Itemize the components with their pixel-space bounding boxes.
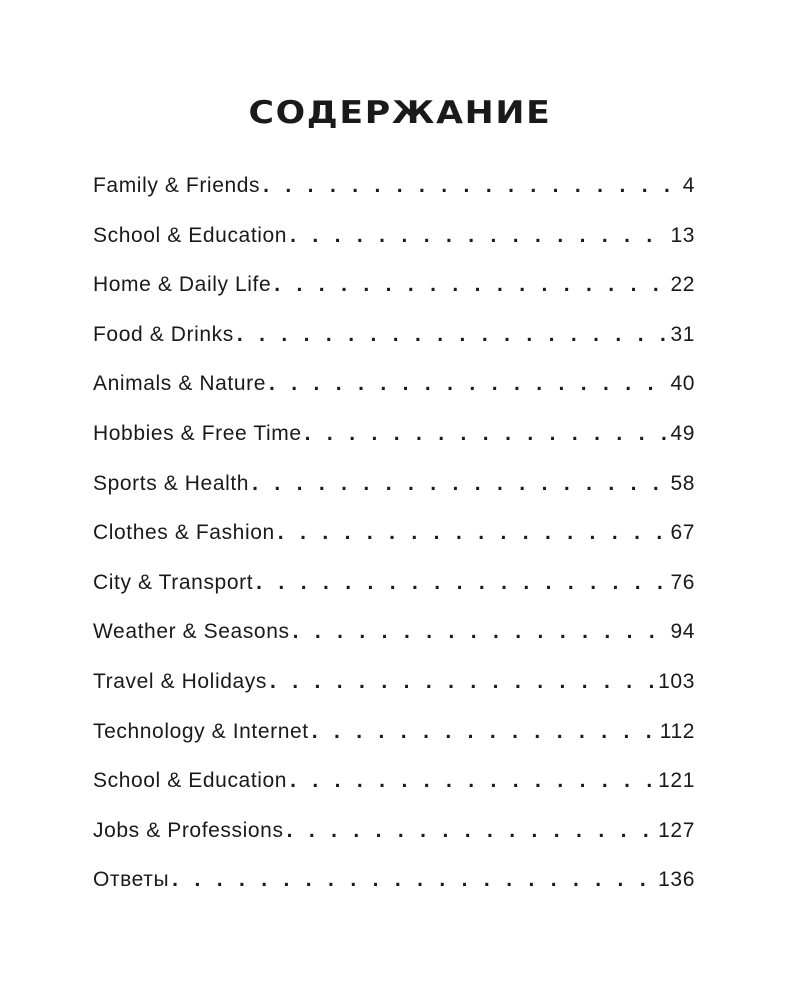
toc-entry-page: 67 <box>670 521 695 545</box>
toc-entry-page: 13 <box>670 223 695 247</box>
dot-leader <box>237 323 668 347</box>
toc-entry-technology-internet[interactable] <box>93 720 695 770</box>
toc-entry-label: Hobbies & Free Time <box>93 421 302 445</box>
dot-leader <box>256 571 667 595</box>
toc-entry-sports-health[interactable] <box>93 472 695 522</box>
toc-entry-family-friends[interactable] <box>93 174 695 224</box>
toc-entry-label: Sports & Health <box>93 471 250 495</box>
toc-entry-jobs-professions[interactable] <box>93 819 695 869</box>
toc-entry-label: Jobs & Professions <box>93 818 284 842</box>
toc-entry-label: City & Transport <box>93 570 254 594</box>
toc-entry-home-daily-life[interactable] <box>93 273 695 323</box>
dot-leader <box>287 819 656 843</box>
toc-entry-page: 22 <box>670 273 695 297</box>
table-of-contents <box>93 174 695 918</box>
toc-entry-city-transport[interactable] <box>93 571 695 621</box>
dot-leader <box>305 422 668 446</box>
toc-entry-hobbies-free-time[interactable] <box>93 422 695 472</box>
toc-entry-label: Animals & Nature <box>93 372 266 396</box>
toc-entry-label: Technology & Internet <box>93 719 309 743</box>
toc-entry-label: School & Education <box>93 769 288 793</box>
toc-entry-page: 58 <box>670 471 695 495</box>
dot-leader <box>290 769 655 793</box>
toc-entry-food-drinks[interactable] <box>93 323 695 373</box>
page-title: СОДЕРЖАНИЕ <box>248 94 552 131</box>
toc-entry-animals-nature[interactable] <box>93 372 695 422</box>
toc-entry-page: 112 <box>659 719 695 743</box>
toc-entry-page: 49 <box>670 421 695 445</box>
toc-entry-label: Family & Friends <box>93 174 261 197</box>
dot-leader <box>172 868 655 892</box>
toc-entry-page: 103 <box>658 669 695 693</box>
toc-entry-page: 136 <box>658 868 695 892</box>
toc-entry-label: Home & Daily Life <box>93 273 272 297</box>
toc-entry-page: 94 <box>670 620 695 644</box>
dot-leader <box>274 273 667 297</box>
toc-entry-answers[interactable] <box>93 868 695 918</box>
dot-leader <box>263 174 680 198</box>
toc-entry-label: Travel & Holidays <box>93 669 267 693</box>
toc-entry-school-education-2[interactable] <box>93 769 695 819</box>
dot-leader <box>312 720 657 744</box>
toc-entry-page: 31 <box>670 322 695 346</box>
toc-entry-school-education[interactable] <box>93 224 695 274</box>
toc-entry-page: 40 <box>670 372 695 396</box>
toc-entry-clothes-fashion[interactable] <box>93 521 695 571</box>
toc-entry-label: Ответы <box>93 868 170 892</box>
dot-leader <box>290 224 667 248</box>
dot-leader <box>270 670 655 694</box>
toc-entry-page: 4 <box>682 174 695 197</box>
toc-entry-label: Weather & Seasons <box>93 620 290 644</box>
dot-leader <box>269 372 667 396</box>
toc-entry-page: 76 <box>670 570 695 594</box>
toc-entry-label: Clothes & Fashion <box>93 521 275 545</box>
toc-entry-page: 127 <box>658 818 695 842</box>
dot-leader <box>252 472 667 496</box>
dot-leader <box>293 620 668 644</box>
toc-entry-label: School & Education <box>93 223 288 247</box>
toc-entry-weather-seasons[interactable] <box>93 620 695 670</box>
toc-entry-travel-holidays[interactable] <box>93 670 695 720</box>
dot-leader <box>278 521 668 545</box>
toc-entry-label: Food & Drinks <box>93 322 234 346</box>
toc-entry-page: 121 <box>658 769 695 793</box>
